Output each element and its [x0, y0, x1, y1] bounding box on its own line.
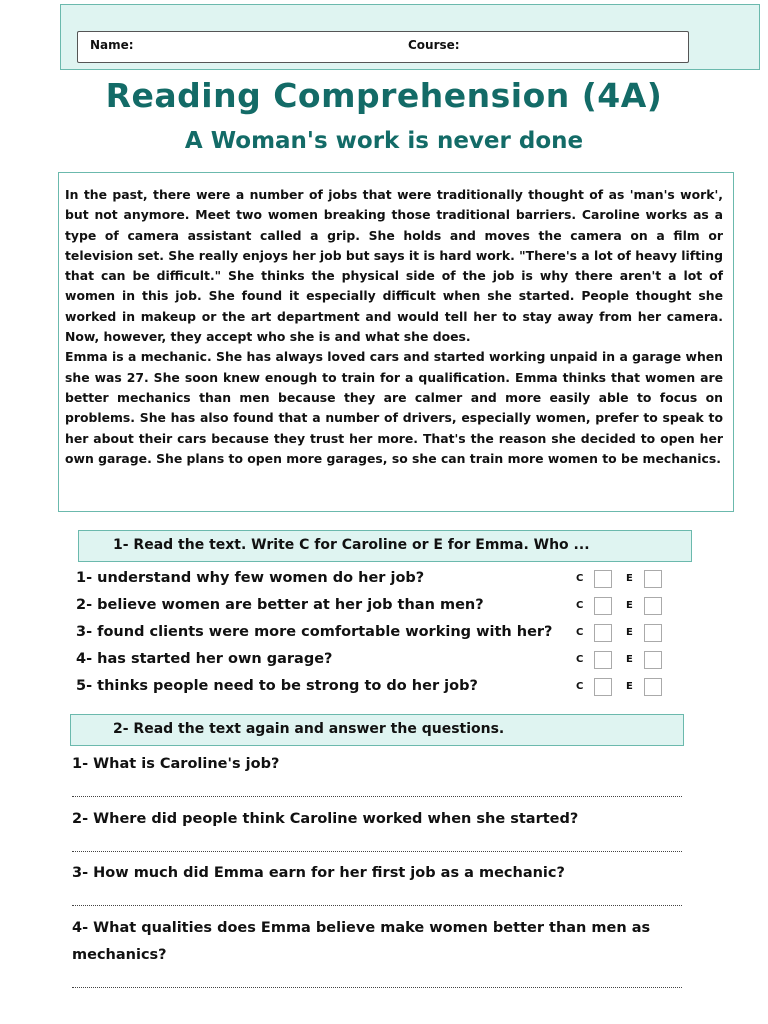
option-e-label: E [626, 600, 633, 611]
passage-paragraph-emma: Emma is a mechanic. She has always loved cars and started working unpaid in a garage when she was 27. She soon knew enough to train for a qualification. Emma thinks that women are better mechanics than men because they are calmer and more easily able to focus on problems. She has also found that a number of drivers, especially women, prefer to speak to her about their cars because they trust her more. That's the reason she decided to open her own garage. She plans to open more garages, so she can train more women to be mechanics. [65, 349, 723, 466]
answer-line[interactable] [72, 796, 682, 797]
answer-box-e[interactable] [644, 570, 662, 588]
option-c-label: C [576, 600, 584, 611]
answer-box-c[interactable] [594, 597, 612, 615]
option-c-label: C [576, 654, 584, 665]
reading-passage [58, 172, 734, 512]
question-text: 1- understand why few women do her job? [76, 570, 425, 586]
option-e-label: E [626, 573, 633, 584]
answer-box-e[interactable] [644, 651, 662, 669]
answer-box-c[interactable] [594, 678, 612, 696]
open-question: 1- What is Caroline's job? [72, 756, 280, 772]
answer-box-e[interactable] [644, 678, 662, 696]
answer-box-e[interactable] [644, 597, 662, 615]
passage-paragraph-caroline: In the past, there were a number of jobs that were traditionally thought of as 'man's work', but not anymore. Meet two women breaking those traditional barriers. Caroline works as a type of camera assistant called a grip. She holds and moves the camera on a film or television set. She really enjoys her job but says it is hard work. "There's a lot of heavy lifting that can be difficult." She thinks the physical side of the job is why there aren't a lot of women in this job. She found it especially difficult when she started. People thought she worked in makeup or the art department and would tell her to stay away from her camera. Now, however, they accept who she is and what she does. [65, 187, 723, 345]
page-subtitle: A Woman's work is never done [184, 128, 584, 154]
list-item [76, 651, 676, 675]
page-title: Reading Comprehension (4A) [105, 76, 663, 115]
option-e-label: E [626, 681, 633, 692]
name-label: Name: [90, 38, 134, 52]
answer-line[interactable] [72, 851, 682, 852]
option-c-label: C [576, 627, 584, 638]
section2-instruction: 2- Read the text again and answer the questions. [70, 714, 684, 746]
open-question: 4- What qualities does Emma believe make women better than men as mechanics? [72, 920, 651, 963]
answer-box-c[interactable] [594, 651, 612, 669]
option-e-label: E [626, 627, 633, 638]
option-e-label: E [626, 654, 633, 665]
question-text: 2- believe women are better at her job than men? [76, 597, 484, 613]
question-text: 4- has started her own garage? [76, 651, 333, 667]
answer-line[interactable] [72, 905, 682, 906]
answer-box-c[interactable] [594, 570, 612, 588]
list-item [76, 597, 676, 621]
header-frame [60, 4, 760, 70]
section1-instruction: 1- Read the text. Write C for Caroline or E for Emma. Who ... [78, 530, 692, 562]
option-c-label: C [576, 681, 584, 692]
course-label: Course: [408, 38, 460, 52]
list-item [76, 678, 676, 702]
option-c-label: C [576, 573, 584, 584]
answer-box-e[interactable] [644, 624, 662, 642]
list-item [76, 624, 676, 648]
answer-line[interactable] [72, 987, 682, 988]
list-item [76, 570, 676, 594]
name-course-field[interactable] [77, 31, 689, 63]
question-text: 3- found clients were more comfortable working with her? [76, 624, 553, 640]
open-question: 3- How much did Emma earn for her first job as a mechanic? [72, 865, 565, 881]
answer-box-c[interactable] [594, 624, 612, 642]
question-text: 5- thinks people need to be strong to do her job? [76, 678, 478, 694]
open-question: 2- Where did people think Caroline worked when she started? [72, 811, 579, 827]
